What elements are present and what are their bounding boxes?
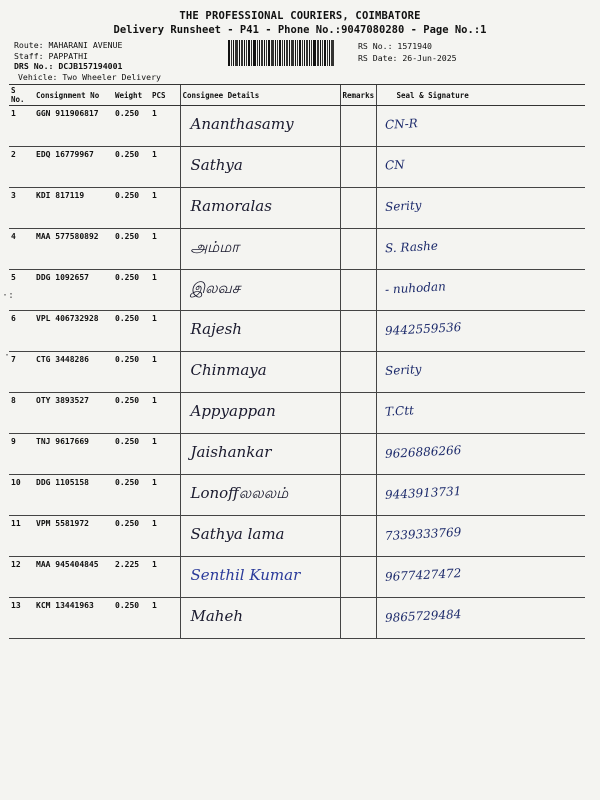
rs-number: RS No.: 1571940 xyxy=(358,41,432,51)
table-row xyxy=(9,475,585,516)
table-row xyxy=(9,229,585,270)
cell-sno: 11 xyxy=(9,516,34,557)
signature-handwriting: 9677427472 xyxy=(384,566,462,584)
cell-pcs: 1 xyxy=(150,598,180,639)
table-row xyxy=(9,147,585,188)
signature-handwriting: 9865729484 xyxy=(384,607,462,625)
barcode xyxy=(228,40,348,66)
cell-remarks xyxy=(340,188,376,229)
cell-consignee xyxy=(180,147,340,188)
route-label: Route: MAHARANI AVENUE xyxy=(14,40,123,50)
cell-weight: 0.250 xyxy=(113,598,150,639)
signature-handwriting: CN-R xyxy=(384,116,418,132)
cell-consignee xyxy=(180,188,340,229)
col-header-weight: Weight xyxy=(113,85,150,106)
runsheet-subtitle: Delivery Runsheet - P41 - Phone No.:9047080280 - Page No.:1 xyxy=(113,24,487,36)
cell-consignment-no: TNJ 9617669 xyxy=(34,434,113,475)
table-row xyxy=(9,188,585,229)
signature-handwriting: Serity xyxy=(384,362,422,378)
cell-consignment-no: MAA 945404845 xyxy=(34,557,113,598)
cell-pcs: 1 xyxy=(150,516,180,557)
signature-handwriting: - nuhodan xyxy=(384,279,446,297)
drs-number: DRS No.: DCJB157194001 xyxy=(14,61,123,71)
cell-remarks xyxy=(340,106,376,147)
table-row xyxy=(9,393,585,434)
signature-handwriting: 9443913731 xyxy=(384,484,462,502)
cell-weight: 2.225 xyxy=(113,557,150,598)
table-row xyxy=(9,270,585,311)
cell-sno: 2 xyxy=(9,147,34,188)
table-row xyxy=(9,106,585,147)
cell-consignee xyxy=(180,598,340,639)
cell-remarks xyxy=(340,516,376,557)
cell-sno: 6 xyxy=(9,311,34,352)
cell-sno: 1 xyxy=(9,106,34,147)
col-header-consignee: Consignee Details xyxy=(180,85,340,106)
consignee-handwriting: Ananthasamy xyxy=(190,115,294,133)
consignee-handwriting: Senthil Kumar xyxy=(190,566,301,584)
cell-signature xyxy=(376,598,585,639)
cell-pcs: 1 xyxy=(150,188,180,229)
cell-weight: 0.250 xyxy=(113,516,150,557)
cell-sno: 10 xyxy=(9,475,34,516)
cell-signature xyxy=(376,311,585,352)
cell-consignee xyxy=(180,516,340,557)
cell-consignee xyxy=(180,352,340,393)
signature-handwriting: 7339333769 xyxy=(384,525,462,543)
signature-handwriting: 9442559536 xyxy=(384,320,462,338)
cell-consignee xyxy=(180,557,340,598)
signature-handwriting: CN xyxy=(384,157,405,173)
cell-consignment-no: EDQ 16779967 xyxy=(34,147,113,188)
cell-sno: 12 xyxy=(9,557,34,598)
cell-consignee xyxy=(180,475,340,516)
col-header-sno: S No. xyxy=(9,85,34,106)
consignee-handwriting: அம்மா xyxy=(190,238,240,256)
cell-weight: 0.250 xyxy=(113,311,150,352)
consignee-handwriting: Appyappan xyxy=(190,402,276,420)
vehicle-label: Vehicle: Two Wheeler Delivery xyxy=(18,72,161,82)
cell-remarks xyxy=(340,598,376,639)
cell-consignee xyxy=(180,106,340,147)
cell-signature xyxy=(376,147,585,188)
cell-remarks xyxy=(340,475,376,516)
cell-consignment-no: KDI 817119 xyxy=(34,188,113,229)
cell-sno: 7 xyxy=(9,352,34,393)
cell-consignment-no: MAA 577580892 xyxy=(34,229,113,270)
cell-consignee xyxy=(180,311,340,352)
cell-pcs: 1 xyxy=(150,229,180,270)
consignee-handwriting: Sathya lama xyxy=(190,525,285,543)
cell-sno: 4 xyxy=(9,229,34,270)
cell-weight: 0.250 xyxy=(113,188,150,229)
cell-weight: 0.250 xyxy=(113,393,150,434)
table-row xyxy=(9,516,585,557)
cell-signature xyxy=(376,229,585,270)
cell-weight: 0.250 xyxy=(113,352,150,393)
table-row xyxy=(9,434,585,475)
meta-left-block xyxy=(14,40,122,72)
col-header-signature: Seal & Signature xyxy=(376,85,585,106)
consignee-handwriting: இலவச xyxy=(190,279,241,297)
cell-remarks xyxy=(340,229,376,270)
cell-weight: 0.250 xyxy=(113,475,150,516)
cell-pcs: 1 xyxy=(150,393,180,434)
cell-pcs: 1 xyxy=(150,434,180,475)
col-header-remarks: Remarks xyxy=(340,85,376,106)
cell-remarks xyxy=(340,270,376,311)
cell-consignee xyxy=(180,229,340,270)
cell-pcs: 1 xyxy=(150,270,180,311)
table-row xyxy=(9,311,585,352)
consignee-handwriting: Sathya xyxy=(190,156,243,174)
cell-sno: 5 xyxy=(9,270,34,311)
runsheet-header xyxy=(0,10,600,36)
cell-remarks xyxy=(340,434,376,475)
signature-handwriting: S. Rashe xyxy=(384,238,438,256)
cell-consignment-no: VPM 5581972 xyxy=(34,516,113,557)
cell-remarks xyxy=(340,311,376,352)
cell-signature xyxy=(376,106,585,147)
table-row xyxy=(9,352,585,393)
cell-signature xyxy=(376,516,585,557)
cell-consignee xyxy=(180,393,340,434)
cell-consignment-no: GGN 911906817 xyxy=(34,106,113,147)
runsheet-table xyxy=(9,84,585,639)
cell-remarks xyxy=(340,557,376,598)
cell-weight: 0.250 xyxy=(113,147,150,188)
cell-remarks xyxy=(340,393,376,434)
cell-consignee xyxy=(180,434,340,475)
cell-consignment-no: DDG 1105158 xyxy=(34,475,113,516)
cell-remarks xyxy=(340,352,376,393)
cell-signature xyxy=(376,393,585,434)
cell-pcs: 1 xyxy=(150,352,180,393)
col-header-consignment: Consignment No xyxy=(34,85,113,106)
cell-pcs: 1 xyxy=(150,475,180,516)
cell-sno: 13 xyxy=(9,598,34,639)
cell-weight: 0.250 xyxy=(113,106,150,147)
rs-date: RS Date: 26-Jun-2025 xyxy=(358,53,457,63)
meta-right-block xyxy=(358,40,457,64)
table-header-row xyxy=(9,85,585,106)
consignee-handwriting: Chinmaya xyxy=(190,361,267,379)
margin-mark: ·: xyxy=(2,290,15,301)
cell-sno: 3 xyxy=(9,188,34,229)
staff-label: Staff: PAPPATHI xyxy=(14,50,88,61)
cell-weight: 0.250 xyxy=(113,270,150,311)
signature-handwriting: 9626886266 xyxy=(384,443,462,461)
consignee-handwriting: Maheh xyxy=(190,607,243,625)
cell-weight: 0.250 xyxy=(113,434,150,475)
cell-pcs: 1 xyxy=(150,557,180,598)
signature-handwriting: Serity xyxy=(384,198,422,214)
company-title: THE PROFESSIONAL COURIERS, COIMBATORE xyxy=(179,10,421,22)
consignee-handwriting: Rajesh xyxy=(190,320,242,338)
consignee-handwriting: Ramoralas xyxy=(190,197,272,215)
cell-signature xyxy=(376,352,585,393)
cell-pcs: 1 xyxy=(150,311,180,352)
col-header-pcs: PCS xyxy=(150,85,180,106)
cell-signature xyxy=(376,475,585,516)
cell-sno: 9 xyxy=(9,434,34,475)
table-row xyxy=(9,598,585,639)
cell-consignment-no: CTG 3448286 xyxy=(34,352,113,393)
cell-consignment-no: KCM 13441963 xyxy=(34,598,113,639)
cell-remarks xyxy=(340,147,376,188)
cell-signature xyxy=(376,434,585,475)
cell-signature xyxy=(376,188,585,229)
cell-pcs: 1 xyxy=(150,147,180,188)
cell-pcs: 1 xyxy=(150,106,180,147)
signature-handwriting: T.Ctt xyxy=(384,403,414,419)
cell-sno: 8 xyxy=(9,393,34,434)
cell-signature xyxy=(376,270,585,311)
cell-weight: 0.250 xyxy=(113,229,150,270)
table-row xyxy=(9,557,585,598)
cell-consignee xyxy=(180,270,340,311)
cell-signature xyxy=(376,557,585,598)
margin-mark: · xyxy=(4,350,11,361)
cell-consignment-no: VPL 406732928 xyxy=(34,311,113,352)
cell-consignment-no: OTY 3893527 xyxy=(34,393,113,434)
cell-consignment-no: DDG 1092657 xyxy=(34,270,113,311)
consignee-handwriting: Lonoffலலலம் xyxy=(190,484,289,502)
consignee-handwriting: Jaishankar xyxy=(190,443,272,461)
